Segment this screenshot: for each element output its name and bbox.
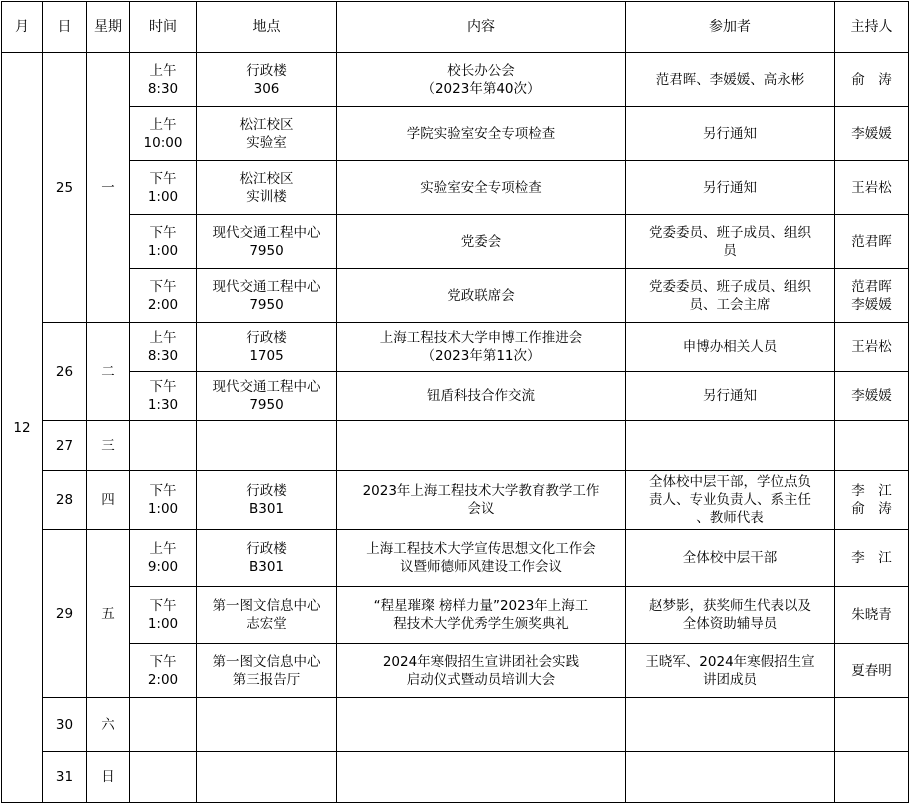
month-cell: 12 bbox=[2, 53, 43, 803]
participants-cell bbox=[626, 421, 835, 471]
host-cell bbox=[835, 107, 909, 161]
content-cell bbox=[337, 269, 626, 323]
place-cell bbox=[197, 752, 337, 803]
place-cell bbox=[197, 372, 337, 421]
participants-cell-line: 全体校中层干部 bbox=[682, 550, 778, 566]
header-row bbox=[2, 2, 909, 53]
content-cell-line: 钮盾科技合作交流 bbox=[427, 388, 535, 404]
place-cell-line: 行政楼 bbox=[246, 330, 287, 346]
participants-cell-line: 讲团成员 bbox=[703, 671, 757, 688]
place-cell-line: 行政楼 bbox=[246, 62, 287, 79]
place-cell bbox=[197, 269, 337, 323]
day-cell: 28 bbox=[43, 471, 87, 530]
host-cell-line: 朱晓青 bbox=[851, 607, 892, 623]
content-cell bbox=[337, 752, 626, 803]
content-cell bbox=[337, 698, 626, 752]
content-cell-line: （2023年第11次） bbox=[421, 348, 541, 364]
header-month: 月 bbox=[2, 2, 43, 53]
participants-cell-line: 另行通知 bbox=[703, 388, 757, 404]
participants-cell-line: 党委委员、班子成员、组织 bbox=[649, 278, 811, 295]
header-host: 主持人 bbox=[835, 2, 909, 53]
host-cell bbox=[835, 323, 909, 372]
place-cell-line: 行政楼 bbox=[246, 483, 287, 499]
content-cell bbox=[337, 421, 626, 471]
participants-cell bbox=[626, 53, 835, 107]
host-cell-line: 王岩松 bbox=[851, 339, 892, 355]
time-cell-line: 下午 bbox=[149, 224, 177, 241]
participants-cell-line: 、教师代表 bbox=[696, 510, 764, 526]
participants-cell-line: 赵梦影，获奖师生代表以及 bbox=[649, 598, 811, 614]
participants-cell-line: 申博办相关人员 bbox=[682, 339, 778, 355]
content-cell-line: “程星璀璨 榜样力量”2023年上海工 bbox=[373, 598, 589, 614]
place-cell bbox=[197, 530, 337, 587]
schedule-row bbox=[2, 587, 909, 644]
day-cell: 26 bbox=[43, 323, 87, 421]
place-cell-line: 现代交通工程中心 bbox=[212, 379, 321, 395]
time-cell bbox=[130, 644, 197, 698]
host-cell-line: 李媛媛 bbox=[851, 296, 892, 313]
participants-cell bbox=[626, 107, 835, 161]
content-cell bbox=[337, 323, 626, 372]
time-cell-line: 下午 bbox=[149, 379, 177, 395]
participants-cell-line: 全体校中层干部，学位点负 bbox=[649, 474, 811, 490]
time-cell bbox=[130, 471, 197, 530]
content-cell-line: 2023年上海工程技术大学教育教学工作 bbox=[362, 483, 600, 499]
day-cell: 25 bbox=[43, 53, 87, 323]
participants-cell-line: 另行通知 bbox=[703, 125, 757, 142]
time-cell-line: 1:30 bbox=[147, 397, 179, 413]
place-cell-line: 现代交通工程中心 bbox=[212, 224, 321, 241]
content-cell bbox=[337, 107, 626, 161]
host-cell-line: 俞 涛 bbox=[851, 71, 892, 88]
weekday-cell: 五 bbox=[87, 530, 130, 698]
participants-cell-line: 王晓军、2024年寒假招生宣 bbox=[645, 653, 815, 670]
weekday-cell: 四 bbox=[87, 471, 130, 530]
content-cell-line: 实验室安全专项检查 bbox=[420, 179, 542, 196]
place-cell-line: 行政楼 bbox=[246, 541, 287, 557]
host-cell bbox=[835, 421, 909, 471]
schedule-row bbox=[2, 215, 909, 269]
time-cell bbox=[130, 752, 197, 803]
schedule-row bbox=[2, 644, 909, 698]
weekday-cell: 六 bbox=[87, 698, 130, 752]
content-cell-line: 会议 bbox=[467, 501, 495, 517]
weekday-cell: 一 bbox=[87, 53, 130, 323]
host-cell-line: 李 江 bbox=[851, 550, 892, 566]
place-cell-line: 7950 bbox=[249, 242, 284, 259]
place-cell-line: 第三报告厅 bbox=[232, 671, 301, 688]
time-cell bbox=[130, 53, 197, 107]
day-cell: 31 bbox=[43, 752, 87, 803]
time-cell bbox=[130, 587, 197, 644]
time-cell-line: 1:00 bbox=[147, 616, 179, 632]
content-cell bbox=[337, 53, 626, 107]
time-cell-line: 8:30 bbox=[147, 348, 179, 364]
participants-cell bbox=[626, 372, 835, 421]
time-cell-line: 上午 bbox=[149, 330, 177, 346]
schedule-table bbox=[1, 1, 909, 803]
host-cell bbox=[835, 644, 909, 698]
time-cell-line: 9:00 bbox=[147, 559, 179, 575]
time-cell-line: 上午 bbox=[149, 116, 177, 133]
content-cell-line: 校长办公会 bbox=[447, 62, 515, 79]
place-cell bbox=[197, 421, 337, 471]
schedule-row bbox=[2, 107, 909, 161]
header-content: 内容 bbox=[337, 2, 626, 53]
time-cell bbox=[130, 269, 197, 323]
time-cell-line: 上午 bbox=[149, 62, 177, 79]
place-cell bbox=[197, 215, 337, 269]
host-cell bbox=[835, 372, 909, 421]
host-cell-line: 范君晖 bbox=[851, 233, 892, 250]
time-cell bbox=[130, 372, 197, 421]
place-cell-line: 7950 bbox=[249, 296, 284, 313]
place-cell bbox=[197, 587, 337, 644]
place-cell bbox=[197, 471, 337, 530]
participants-cell bbox=[626, 161, 835, 215]
place-cell-line: 306 bbox=[253, 80, 280, 97]
participants-cell bbox=[626, 471, 835, 530]
content-cell-line: （2023年第40次） bbox=[421, 80, 541, 97]
time-cell bbox=[130, 698, 197, 752]
host-cell bbox=[835, 752, 909, 803]
content-cell-line: 上海工程技术大学申博工作推进会 bbox=[379, 330, 583, 346]
time-cell-line: 10:00 bbox=[143, 134, 183, 151]
content-cell-line: 2024年寒假招生宣讲团社会实践 bbox=[382, 653, 580, 670]
place-cell bbox=[197, 698, 337, 752]
place-cell-line: 松江校区 bbox=[239, 116, 294, 133]
host-cell bbox=[835, 587, 909, 644]
place-cell-line: 1705 bbox=[249, 348, 284, 364]
host-cell bbox=[835, 215, 909, 269]
schedule-row bbox=[2, 530, 909, 587]
content-cell-line: 党委会 bbox=[460, 233, 502, 250]
schedule-row bbox=[2, 421, 909, 471]
schedule-row bbox=[2, 471, 909, 530]
host-cell-line: 李媛媛 bbox=[851, 388, 892, 404]
content-cell bbox=[337, 471, 626, 530]
time-cell-line: 1:00 bbox=[147, 501, 179, 517]
time-cell bbox=[130, 530, 197, 587]
schedule-row bbox=[2, 269, 909, 323]
time-cell-line: 1:00 bbox=[147, 242, 179, 259]
place-cell bbox=[197, 53, 337, 107]
content-cell-line: 议暨师德师风建设工作会议 bbox=[400, 559, 562, 575]
participants-cell bbox=[626, 644, 835, 698]
schedule-row bbox=[2, 53, 909, 107]
day-cell: 30 bbox=[43, 698, 87, 752]
header-place: 地点 bbox=[197, 2, 337, 53]
place-cell bbox=[197, 323, 337, 372]
time-cell-line: 1:00 bbox=[147, 188, 179, 205]
participants-cell-line: 责人、专业负责人、系主任 bbox=[649, 492, 811, 508]
participants-cell bbox=[626, 698, 835, 752]
place-cell-line: 第一图文信息中心 bbox=[212, 653, 321, 670]
time-cell bbox=[130, 215, 197, 269]
header-participants: 参加者 bbox=[626, 2, 835, 53]
participants-cell bbox=[626, 269, 835, 323]
participants-cell bbox=[626, 323, 835, 372]
content-cell-line: 党政联席会 bbox=[447, 287, 515, 304]
time-cell bbox=[130, 421, 197, 471]
content-cell bbox=[337, 530, 626, 587]
day-cell: 29 bbox=[43, 530, 87, 698]
content-cell-line: 程技术大学优秀学生颁奖典礼 bbox=[393, 616, 569, 632]
time-cell bbox=[130, 323, 197, 372]
host-cell bbox=[835, 471, 909, 530]
content-cell-line: 学院实验室安全专项检查 bbox=[406, 125, 556, 142]
place-cell-line: B301 bbox=[248, 501, 285, 517]
participants-cell-line: 员 bbox=[723, 242, 737, 259]
content-cell bbox=[337, 372, 626, 421]
host-cell bbox=[835, 698, 909, 752]
time-cell-line: 8:30 bbox=[147, 80, 179, 97]
time-cell-line: 下午 bbox=[149, 653, 177, 670]
header-time: 时间 bbox=[130, 2, 197, 53]
participants-cell bbox=[626, 215, 835, 269]
participants-cell bbox=[626, 530, 835, 587]
host-cell-line: 夏春明 bbox=[851, 662, 892, 679]
host-cell bbox=[835, 53, 909, 107]
participants-cell bbox=[626, 587, 835, 644]
content-cell bbox=[337, 644, 626, 698]
weekday-cell: 三 bbox=[87, 421, 130, 471]
place-cell-line: 松江校区 bbox=[239, 170, 294, 187]
content-cell-line: 上海工程技术大学宣传思想文化工作会 bbox=[366, 541, 596, 557]
schedule-row bbox=[2, 323, 909, 372]
host-cell bbox=[835, 530, 909, 587]
host-cell bbox=[835, 161, 909, 215]
time-cell-line: 下午 bbox=[149, 598, 177, 614]
participants-cell-line: 党委委员、班子成员、组织 bbox=[649, 224, 811, 241]
place-cell-line: 志宏堂 bbox=[246, 616, 287, 632]
place-cell bbox=[197, 107, 337, 161]
participants-cell bbox=[626, 752, 835, 803]
time-cell bbox=[130, 107, 197, 161]
time-cell-line: 2:00 bbox=[147, 296, 179, 313]
schedule-row bbox=[2, 698, 909, 752]
place-cell-line: 实验室 bbox=[246, 134, 287, 151]
place-cell-line: 7950 bbox=[249, 397, 284, 413]
content-cell bbox=[337, 161, 626, 215]
host-cell-line: 俞 涛 bbox=[851, 501, 892, 517]
schedule-row bbox=[2, 752, 909, 803]
place-cell bbox=[197, 161, 337, 215]
time-cell-line: 上午 bbox=[149, 541, 177, 557]
day-cell: 27 bbox=[43, 421, 87, 471]
place-cell-line: B301 bbox=[248, 559, 285, 575]
place-cell-line: 实训楼 bbox=[246, 188, 287, 205]
place-cell bbox=[197, 644, 337, 698]
schedule-row bbox=[2, 372, 909, 421]
content-cell bbox=[337, 215, 626, 269]
participants-cell-line: 范君晖、李媛媛、高永彬 bbox=[655, 71, 805, 88]
participants-cell-line: 员、工会主席 bbox=[689, 296, 771, 313]
time-cell bbox=[130, 161, 197, 215]
weekday-cell: 二 bbox=[87, 323, 130, 421]
host-cell bbox=[835, 269, 909, 323]
host-cell-line: 王岩松 bbox=[851, 179, 892, 196]
header-day: 日 bbox=[43, 2, 87, 53]
content-cell-line: 启动仪式暨动员培训大会 bbox=[406, 671, 556, 688]
participants-cell-line: 另行通知 bbox=[703, 179, 757, 196]
time-cell-line: 2:00 bbox=[147, 671, 179, 688]
place-cell-line: 第一图文信息中心 bbox=[212, 598, 321, 614]
header-weekday: 星期 bbox=[87, 2, 130, 53]
schedule-row bbox=[2, 161, 909, 215]
host-cell-line: 范君晖 bbox=[851, 278, 892, 295]
time-cell-line: 下午 bbox=[149, 170, 177, 187]
host-cell-line: 李 江 bbox=[851, 483, 892, 499]
participants-cell-line: 全体资助辅导员 bbox=[682, 616, 778, 632]
weekday-cell: 日 bbox=[87, 752, 130, 803]
time-cell-line: 下午 bbox=[149, 278, 177, 295]
host-cell-line: 李媛媛 bbox=[851, 125, 892, 142]
place-cell-line: 现代交通工程中心 bbox=[212, 278, 321, 295]
content-cell bbox=[337, 587, 626, 644]
schedule-body bbox=[2, 53, 909, 803]
time-cell-line: 下午 bbox=[149, 483, 177, 499]
